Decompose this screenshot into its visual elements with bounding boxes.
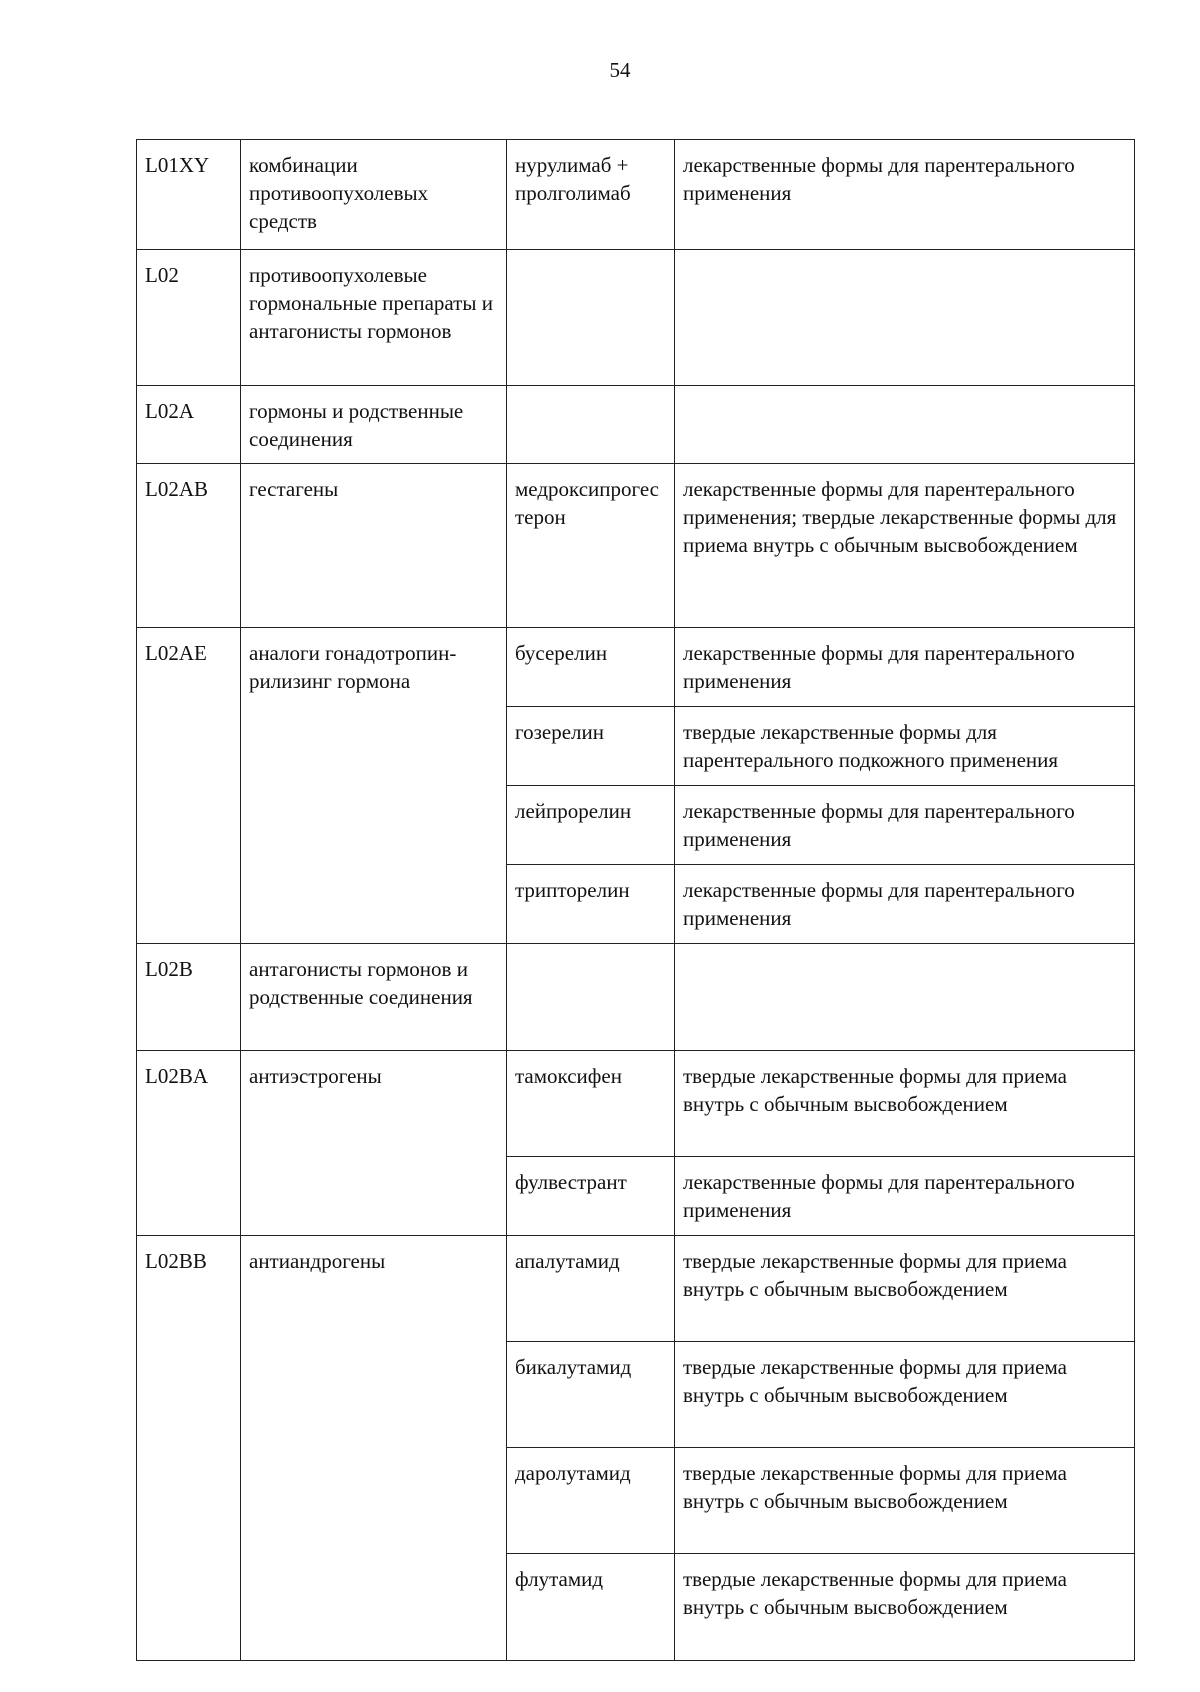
dosage-form-cell: лекарственные формы для парентерального применения (675, 140, 1135, 250)
drug-name-cell: гозерелин (507, 707, 675, 786)
drug-name-cell: бусерелин (507, 628, 675, 707)
drug-name-cell: лейпрорелин (507, 786, 675, 865)
table-row (137, 386, 1135, 464)
dosage-form-cell: лекарственные формы для парентерального применения (675, 865, 1135, 944)
table-row (137, 628, 1135, 707)
group-name-cell: противоопухолевые гормональные препараты и антагонисты гормонов (241, 250, 507, 386)
drug-name-cell: тамоксифен (507, 1051, 675, 1157)
dosage-form-cell: твердые лекарственные формы для приема внутрь с обычным высвобождением (675, 1448, 1135, 1554)
dosage-form-cell: твердые лекарственные формы для приема внутрь с обычным высвобождением (675, 1051, 1135, 1157)
drug-classification-table (136, 139, 1135, 1661)
group-name-cell: антиандрогены (241, 1236, 507, 1661)
drug-name-cell: даролутамид (507, 1448, 675, 1554)
drug-name-cell: трипторелин (507, 865, 675, 944)
dosage-form-cell (675, 386, 1135, 464)
group-name-cell: аналоги гонадотропин-рилизинг гормона (241, 628, 507, 944)
drug-name-cell (507, 250, 675, 386)
atc-code-cell: L02 (137, 250, 241, 386)
dosage-form-cell: лекарственные формы для парентерального применения; твердые лекарственные формы для приема внутрь с обычным высвобождением (675, 464, 1135, 628)
table-row (137, 1236, 1135, 1342)
table-row (137, 250, 1135, 386)
group-name-cell: антиэстрогены (241, 1051, 507, 1236)
dosage-form-cell (675, 944, 1135, 1051)
dosage-form-cell (675, 250, 1135, 386)
table-row (137, 1051, 1135, 1157)
dosage-form-cell: лекарственные формы для парентерального применения (675, 1157, 1135, 1236)
dosage-form-cell: лекарственные формы для парентерального применения (675, 628, 1135, 707)
atc-code-cell: L02AB (137, 464, 241, 628)
drug-name-cell: нурулимаб + пролголимаб (507, 140, 675, 250)
dosage-form-cell: твердые лекарственные формы для приема внутрь с обычным высвобождением (675, 1554, 1135, 1661)
atc-code-cell: L02BB (137, 1236, 241, 1661)
group-name-cell: антагонисты гормонов и родственные соединения (241, 944, 507, 1051)
table-row (137, 140, 1135, 250)
atc-code-cell: L02B (137, 944, 241, 1051)
table-row (137, 944, 1135, 1051)
drug-name-cell: медроксипрогестерон (507, 464, 675, 628)
atc-code-cell: L02AE (137, 628, 241, 944)
atc-code-cell: L02A (137, 386, 241, 464)
drug-name-cell (507, 386, 675, 464)
drug-name-cell: фулвестрант (507, 1157, 675, 1236)
group-name-cell: комбинации противоопухолевых средств (241, 140, 507, 250)
atc-code-cell: L01XY (137, 140, 241, 250)
dosage-form-cell: твердые лекарственные формы для приема внутрь с обычным высвобождением (675, 1236, 1135, 1342)
dosage-form-cell: твердые лекарственные формы для парентерального подкожного применения (675, 707, 1135, 786)
dosage-form-cell: твердые лекарственные формы для приема внутрь с обычным высвобождением (675, 1342, 1135, 1448)
table-row (137, 464, 1135, 628)
group-name-cell: гормоны и родственные соединения (241, 386, 507, 464)
drug-name-cell: апалутамид (507, 1236, 675, 1342)
drug-name-cell: бикалутамид (507, 1342, 675, 1448)
dosage-form-cell: лекарственные формы для парентерального применения (675, 786, 1135, 865)
drug-name-cell: флутамид (507, 1554, 675, 1661)
atc-code-cell: L02BA (137, 1051, 241, 1236)
page-number: 54 (609, 58, 631, 82)
drug-name-cell (507, 944, 675, 1051)
group-name-cell: гестагены (241, 464, 507, 628)
